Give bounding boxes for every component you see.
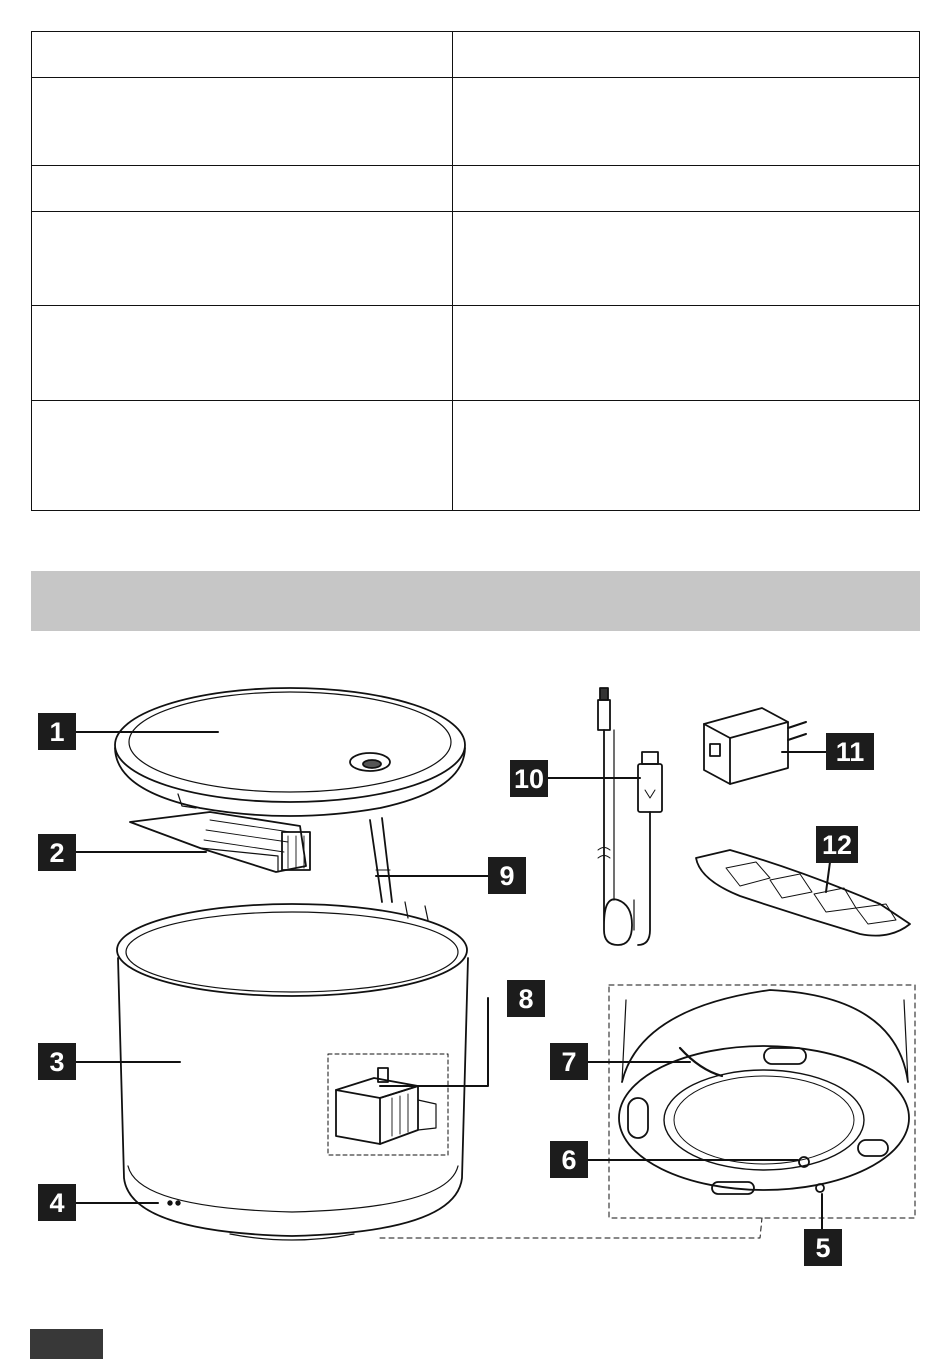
table-cell <box>453 306 920 401</box>
svg-text:7: 7 <box>561 1047 577 1077</box>
svg-text:6: 6 <box>561 1145 577 1175</box>
filter-holder-illustration <box>130 812 310 872</box>
table-row <box>32 32 920 78</box>
table-cell <box>32 32 453 78</box>
svg-text:11: 11 <box>835 737 865 767</box>
table-row <box>32 212 920 306</box>
table-cell <box>32 166 453 212</box>
callout-8 <box>507 980 545 1017</box>
table-cell <box>32 212 453 306</box>
svg-text:1: 1 <box>49 717 65 747</box>
callout-7 <box>550 1043 588 1080</box>
svg-text:4: 4 <box>49 1188 65 1218</box>
body-illustration <box>117 902 468 1240</box>
table-cell <box>32 401 453 511</box>
svg-text:2: 2 <box>49 838 65 868</box>
spec-table <box>31 31 920 511</box>
pipe-illustration <box>370 818 392 902</box>
callout-9 <box>488 857 526 894</box>
callouts <box>38 713 874 1266</box>
callout-10 <box>510 760 548 797</box>
table-cell <box>453 78 920 166</box>
table-row <box>32 78 920 166</box>
spare-filter-illustration <box>696 850 910 936</box>
adapter-illustration <box>704 708 806 784</box>
callout-3 <box>38 1043 76 1080</box>
svg-text:8: 8 <box>518 984 534 1014</box>
callout-2 <box>38 834 76 871</box>
table-row <box>32 306 920 401</box>
callout-1 <box>38 713 76 750</box>
table-cell <box>453 401 920 511</box>
table-cell <box>32 78 453 166</box>
svg-text:10: 10 <box>513 764 545 794</box>
table-cell <box>453 212 920 306</box>
footer-tab-block <box>30 1329 103 1359</box>
callout-6 <box>550 1141 588 1178</box>
table-cell <box>453 32 920 78</box>
section-heading-bar <box>31 571 920 631</box>
base-bottom-illustration <box>380 985 915 1238</box>
lid-illustration <box>115 688 465 816</box>
callout-4 <box>38 1184 76 1221</box>
table-row <box>32 401 920 511</box>
table-cell <box>453 166 920 212</box>
table-row <box>32 166 920 212</box>
svg-text:3: 3 <box>49 1047 65 1077</box>
svg-text:9: 9 <box>499 861 515 891</box>
svg-text:5: 5 <box>815 1233 831 1263</box>
parts-diagram <box>0 660 950 1300</box>
table-cell <box>32 306 453 401</box>
pump-illustration <box>328 1054 448 1155</box>
svg-text:12: 12 <box>821 830 853 860</box>
cable-illustration <box>598 688 662 945</box>
callout-12 <box>816 826 858 863</box>
callout-5 <box>804 1229 842 1266</box>
callout-11 <box>826 733 874 770</box>
